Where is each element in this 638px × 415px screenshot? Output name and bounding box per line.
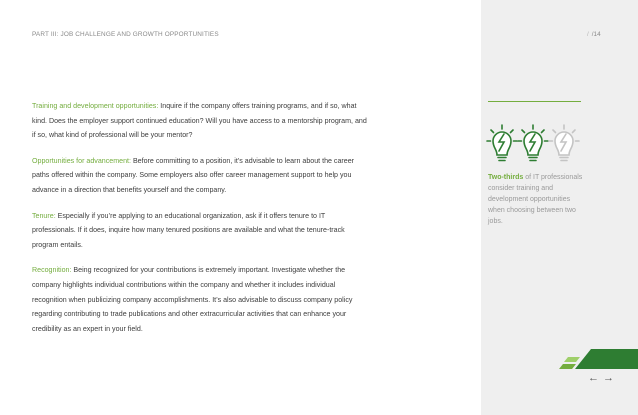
body-content [32, 99, 368, 347]
brand-stripes-icon [554, 345, 638, 375]
arrow-left-icon[interactable]: ← [588, 372, 599, 384]
paragraph-tenure [32, 209, 368, 253]
stat-callout [488, 172, 583, 227]
page-separator: / [587, 31, 589, 38]
paragraph-label: Opportunities for advancement: [32, 156, 131, 165]
arrow-right-icon[interactable]: → [603, 372, 614, 384]
sidebar-divider [488, 101, 581, 102]
paragraph-recognition [32, 263, 368, 336]
section-title: PART III: JOB CHALLENGE AND GROWTH OPPORTUNITIES [32, 31, 219, 38]
paragraph-text: Before committing to a position, it’s advisable to learn about the career paths offered within the company. Some employers also offer career management support to help you advance in a direction that benefits yourself and the company. [32, 156, 355, 194]
lightbulb-icon [487, 125, 517, 161]
paragraph-text: Inquire if the company offers training programs, and if so, what kind. Does the employer support continued education? Will you have access to a mentorship program, and if so, what kind of professional will be your mentor? [32, 102, 367, 140]
bulb-rating [486, 122, 586, 172]
paragraph-text: Especially if you’re applying to an educational organization, ask if it offers tenure to IT professionals. If it does, inquire how many tenured positions are available and what the tenure-track program entails. [32, 211, 345, 249]
paragraph-training [32, 99, 368, 143]
paragraph-text: Being recognized for your contributions is extremely important. Investigate whether the company highlights individual contributions within the company and whether it includes individual recognition when publicizing company accomplishments. It’s also advisable to discuss company policy regarding contributing to trade publications and other extracurricular activities that can enhance your credibility as an expert in your field. [32, 266, 353, 333]
paragraph-label: Tenure: [32, 211, 56, 220]
paragraph-advancement [32, 154, 368, 198]
page-navigation [588, 372, 618, 384]
page-number: /14 [591, 31, 601, 38]
lightbulb-icon [549, 125, 579, 161]
paragraph-label: Training and development opportunities: [32, 102, 159, 110]
paragraph-label: Recognition: [32, 266, 72, 275]
page-indicator [587, 31, 601, 38]
stat-highlight: Two-thirds [488, 174, 524, 181]
stat-text: of IT professionals consider training and development opportunities when choosing between two jobs. [488, 174, 583, 226]
lightbulb-icon [518, 125, 548, 161]
